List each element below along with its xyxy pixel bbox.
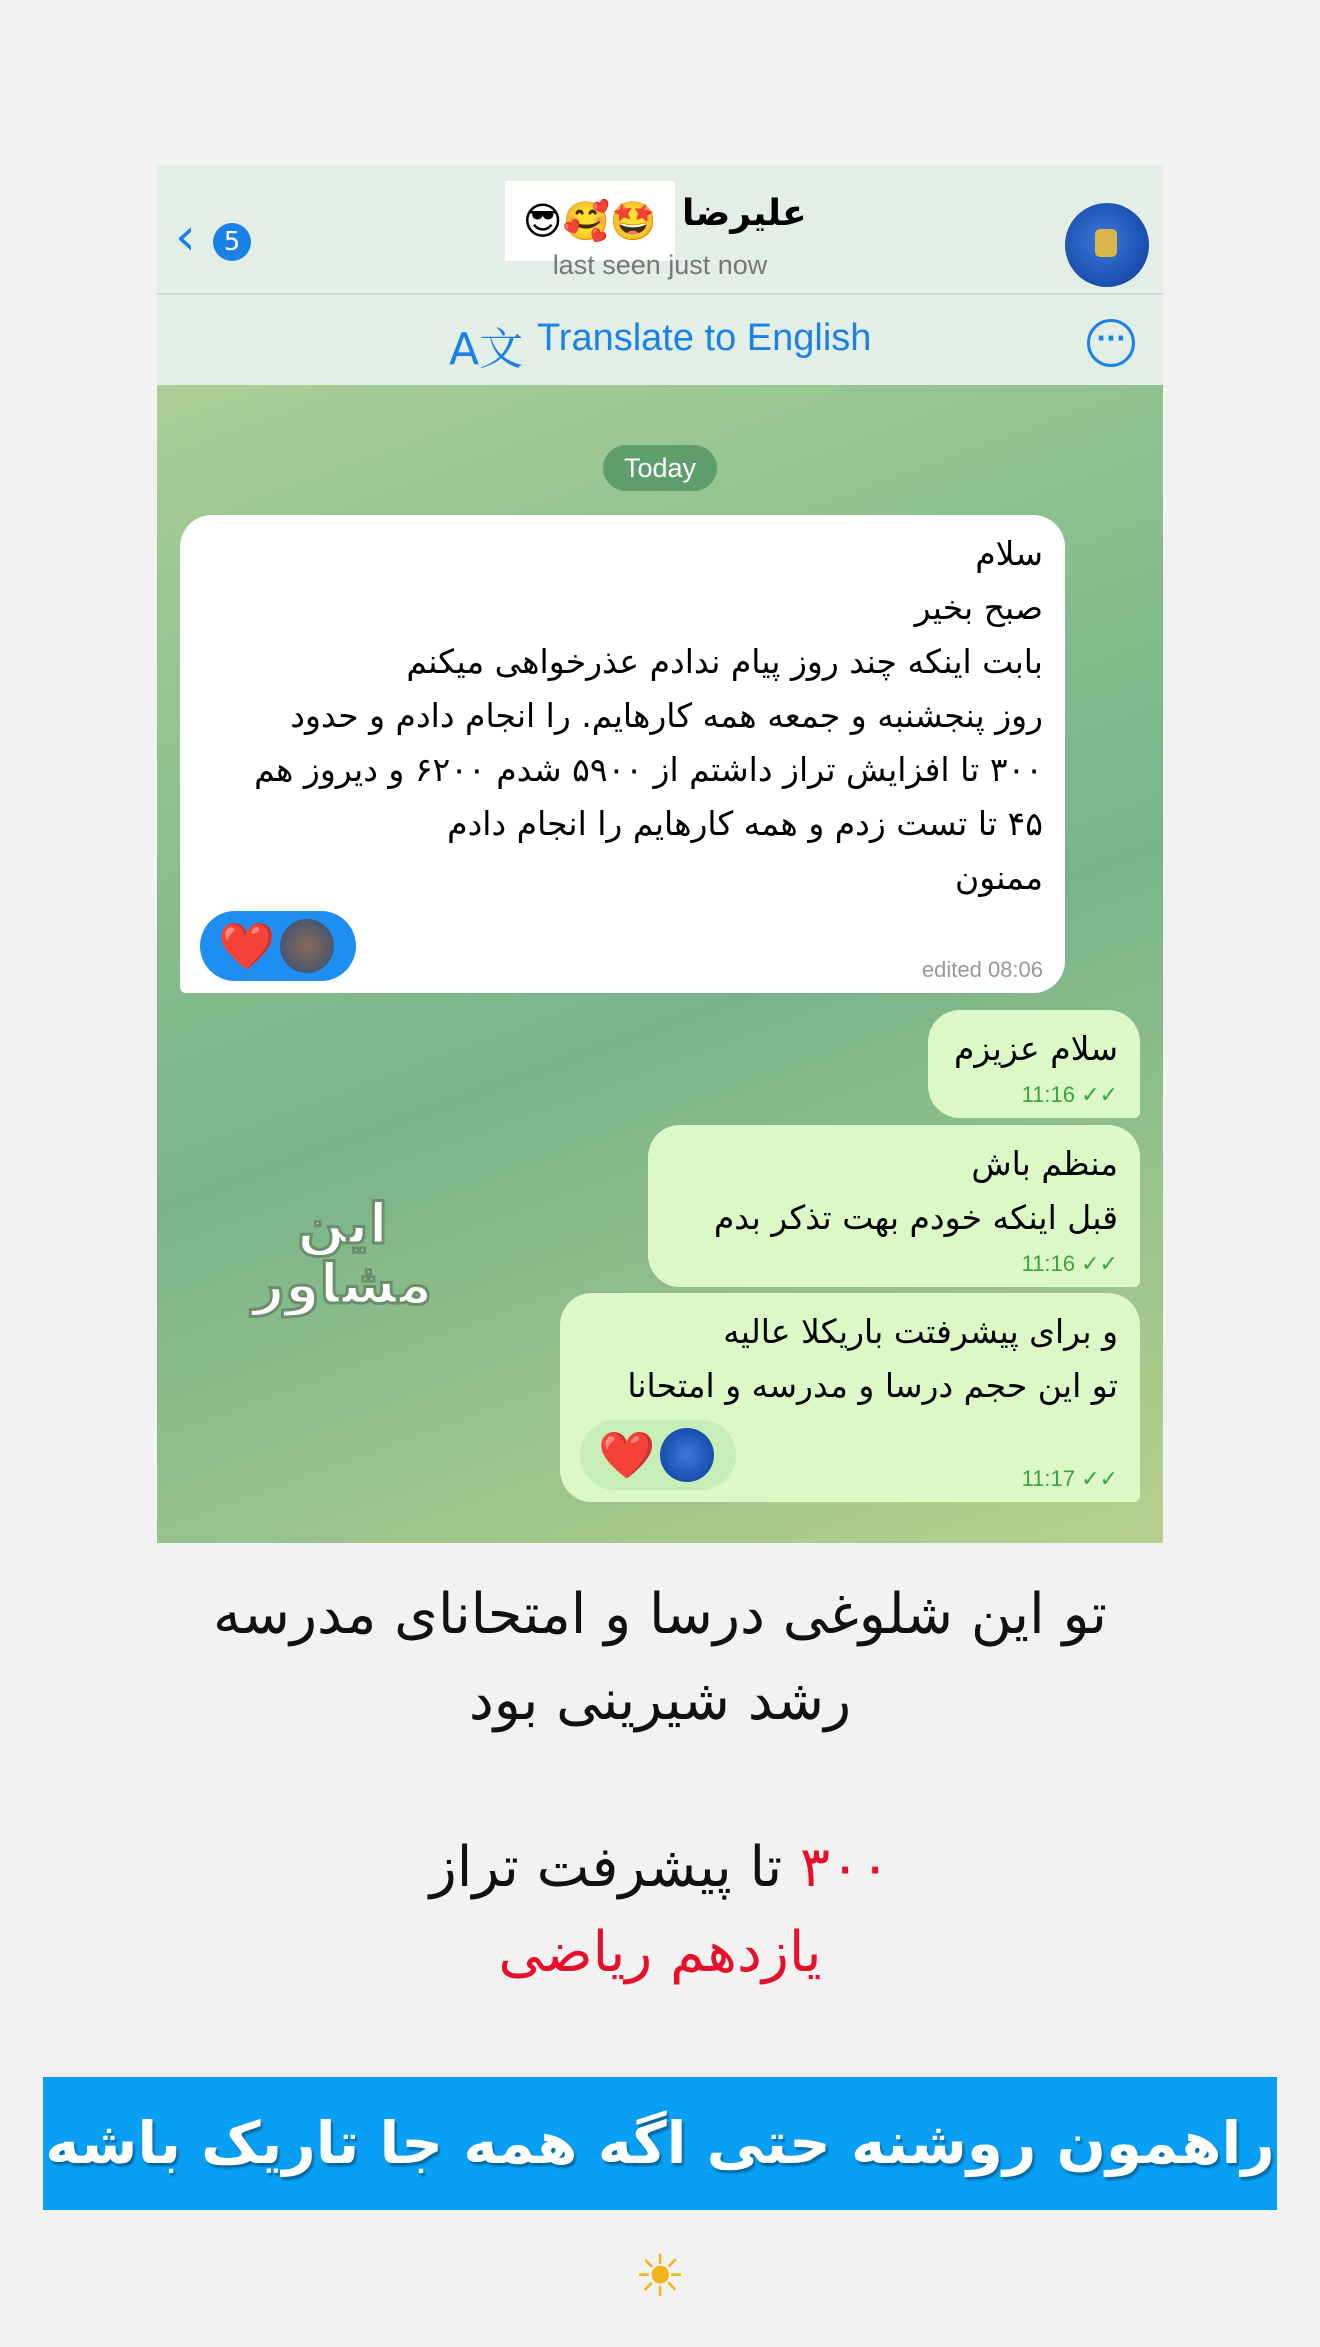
last-seen-status: last seen just now [552,250,768,280]
more-options-icon[interactable]: ··· [1087,319,1135,367]
message-line: بابت اینکه چند روز پیام ندادم عذرخواهی میکنم [406,642,1043,681]
unread-badge[interactable]: 5 [213,223,251,261]
double-check-icon: ✓✓ [1081,1466,1118,1491]
translate-icon: A文 [449,324,524,375]
watermark-line: مشاور [252,1252,433,1317]
reactor-avatar [660,1428,714,1482]
watermark-line: این [297,1192,388,1257]
caption-line-3 [0,1835,1320,1900]
back-chevron-icon[interactable]: ‹ [175,207,196,267]
outgoing-message[interactable] [648,1125,1140,1287]
banner-text: راهمون روشنه حتی اگه همه جا تاریک باشه [45,2109,1275,2177]
message-line: روز پنجشنبه و جمعه همه کارهایم. را انجام دادم و حدود [290,696,1043,735]
double-check-icon: ✓✓ [1081,1251,1118,1276]
incoming-message[interactable] [180,515,1065,993]
message-line: صبح بخیر [914,588,1043,627]
watermark-logo [245,1192,440,1317]
date-pill: Today [603,445,717,491]
message-time [1022,1249,1118,1279]
caption-line-4: یازدهم ریاضی [498,1920,822,1985]
heart-icon: ❤️ [218,919,276,973]
message-line: سلام عزیزم [954,1029,1118,1068]
outgoing-message[interactable] [928,1010,1140,1118]
double-check-icon: ✓✓ [1081,1082,1118,1107]
highlight-number: ۳۰۰ [800,1835,891,1900]
contact-avatar[interactable] [1065,203,1149,287]
message-line: و برای پیشرفتت باریکلا عالیه [723,1312,1118,1351]
message-line: قبل اینکه خودم بهت تذکر بدم [713,1198,1118,1237]
time-text: 11:16 [1021,1251,1075,1276]
contact-name: علیرضا [682,193,807,234]
chat-screenshot [157,165,1163,1543]
message-line: تو این حجم درسا و مدرسه و امتحانا [627,1366,1118,1405]
name-emojis: 😎🥰🤩 [505,181,675,261]
message-line: منظم باش [971,1144,1118,1183]
reactor-avatar [280,919,334,973]
caption-text: تا پیشرفت تراز [429,1835,800,1900]
reaction-chip[interactable] [580,1420,736,1490]
time-text: 11:16 [1021,1082,1075,1107]
reaction-chip[interactable] [200,911,356,981]
message-line: ۳۰۰ تا افزایش تراز داشتم از ۵۹۰۰ شدم ۶۲۰۰ و دیروز هم [254,750,1043,789]
heart-icon: ❤️ [598,1428,656,1482]
translate-bar [157,295,1163,385]
caption-line-1: تو این شلوغی درسا و امتحانای مدرسه [213,1582,1107,1647]
chat-header [157,165,1163,295]
sun-icon: ☀ [634,2242,686,2310]
message-line: سلام [975,534,1043,573]
message-line: ممنون [955,858,1043,897]
message-time [1022,1080,1118,1110]
message-time [1022,1464,1118,1494]
outgoing-message[interactable] [560,1293,1140,1502]
caption-line-2: رشد شیرینی بود [468,1668,852,1733]
message-line: ۴۵ تا تست زدم و همه کارهایم را انجام دادم [447,804,1043,843]
motto-banner [43,2077,1277,2310]
time-text: 11:17 [1021,1466,1075,1491]
translate-button[interactable]: Translate to English [537,317,872,359]
message-time: edited 08:06 [921,957,1043,982]
